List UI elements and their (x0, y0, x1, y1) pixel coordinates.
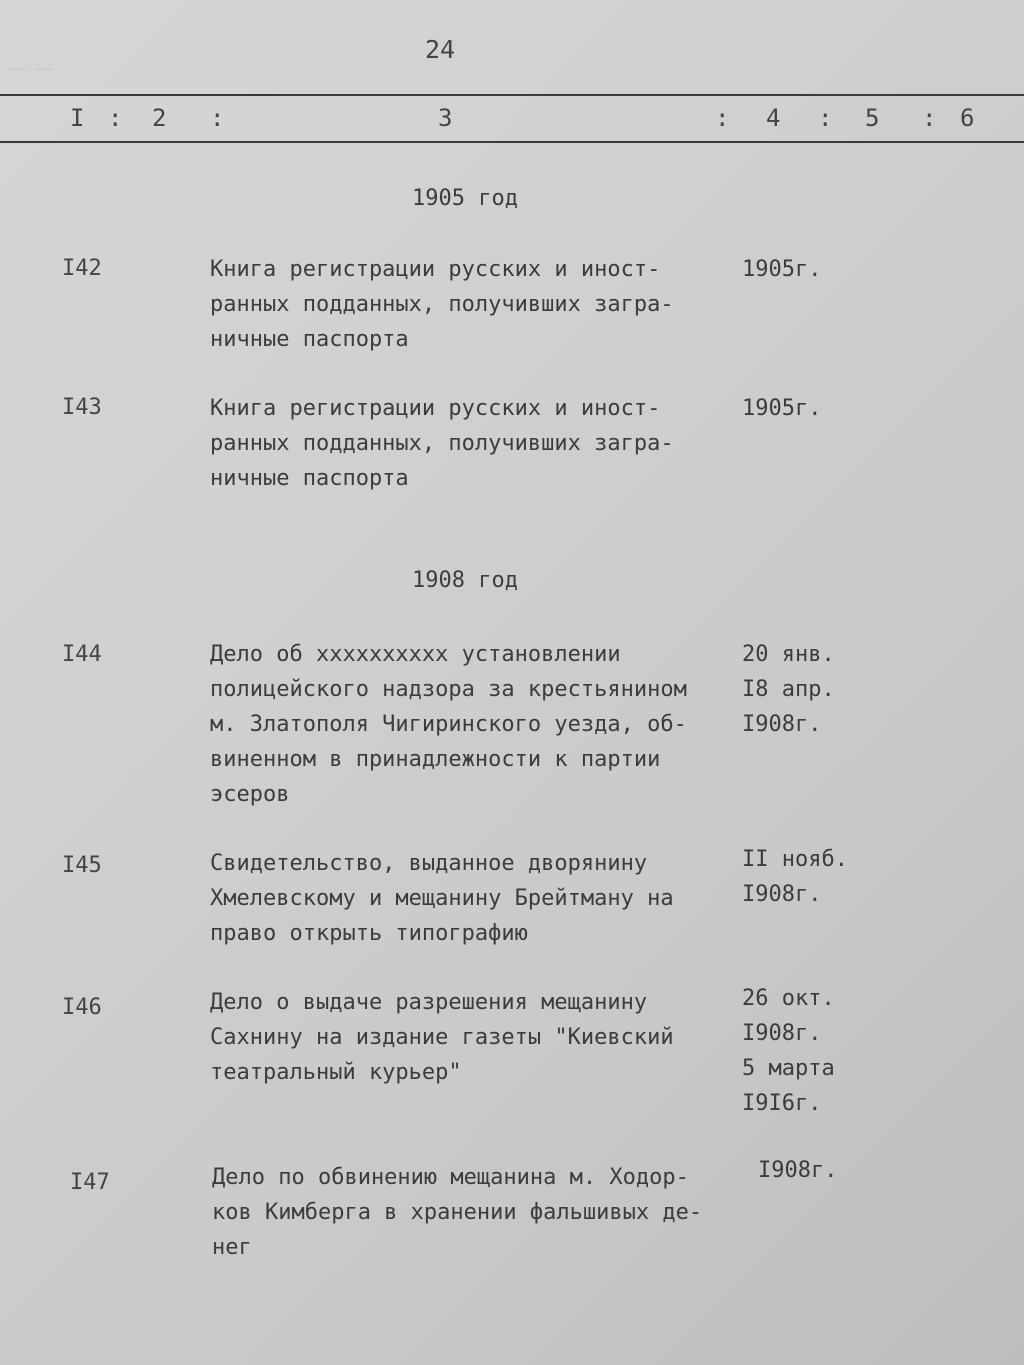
column-separator: : (210, 104, 225, 132)
entry-line: ранных подданных, получивших загра- (210, 431, 674, 456)
date-line: I908г. (742, 882, 822, 907)
column-header-1: I (70, 104, 85, 132)
entry-description (210, 391, 674, 496)
entry-line: полицейского надзора за крестьянином (210, 677, 687, 702)
date-line: II нояб. (742, 847, 848, 872)
entry-line: Дело о выдаче разрешения мещанину (210, 990, 648, 1015)
entry-line: ранных подданных, получивших загра- (210, 292, 674, 317)
section-heading-1905: 1905 год (412, 186, 518, 211)
entry-number: I44 (62, 642, 102, 667)
column-header-5: 5 (865, 104, 880, 132)
page-number: 24 (425, 35, 456, 64)
column-separator: : (922, 104, 937, 132)
date-line: 5 марта (742, 1056, 835, 1081)
entry-line: Хмелевскому и мещанину Брейтману на (210, 886, 674, 911)
column-separator: : (818, 104, 833, 132)
column-separator: : (108, 104, 123, 132)
header-bottom-rule (0, 141, 1024, 143)
entry-number: I46 (62, 995, 102, 1020)
entry-line: Книга регистрации русских и иност- (210, 257, 661, 282)
entry-date (742, 252, 821, 287)
entry-number: I42 (62, 256, 102, 281)
entry-line: эсеров (210, 782, 290, 807)
date-line: I908г. (742, 712, 822, 737)
entry-line: театральный курьер" (210, 1060, 462, 1085)
entry-line: Книга регистрации русских и иност- (210, 396, 661, 421)
date-line: 20 янв. (742, 642, 835, 667)
bleed-through-mark: ── ── (10, 62, 53, 78)
entry-description (210, 252, 674, 357)
column-header-4: 4 (766, 104, 781, 132)
entry-line: ков Кимберга в хранении фальшивых де- (212, 1200, 703, 1225)
entry-line: Сахнину на издание газеты "Киевский (210, 1025, 674, 1050)
entry-description (210, 846, 674, 951)
date-line: 1905г. (742, 257, 822, 282)
entry-description (210, 985, 674, 1090)
entry-line: Свидетельство, выданное дворянину (210, 851, 648, 876)
column-header-2: 2 (152, 104, 167, 132)
column-separator: : (715, 104, 730, 132)
entry-line: нег (212, 1235, 252, 1260)
date-line: 1905г. (742, 396, 822, 421)
date-line: 26 окт. (742, 986, 835, 1011)
date-line: I908г. (758, 1158, 838, 1183)
entry-line: Дело по обвинению мещанина м. Ходор- (212, 1165, 689, 1190)
entry-date (758, 1153, 837, 1188)
entry-number: I47 (70, 1170, 110, 1195)
date-line: I8 апр. (742, 677, 835, 702)
entry-description (212, 1160, 702, 1265)
column-header-6: 6 (960, 104, 975, 132)
entry-date (742, 637, 835, 742)
entry-number: I43 (62, 395, 102, 420)
section-heading-1908: 1908 год (412, 568, 518, 593)
entry-line: ничные паспорта (210, 466, 409, 491)
header-top-rule (0, 94, 1024, 96)
entry-date (742, 391, 821, 426)
date-line: I9I6г. (742, 1091, 822, 1116)
entry-number: I45 (62, 853, 102, 878)
date-line: I908г. (742, 1021, 822, 1046)
entry-description (210, 637, 687, 812)
entry-line: право открыть типографию (210, 921, 528, 946)
entry-line: виненном в принадлежности к партии (210, 747, 661, 772)
column-header-3: 3 (438, 104, 453, 132)
entry-date (742, 981, 835, 1121)
entry-line: м. Златополя Чигиринского уезда, об- (210, 712, 687, 737)
entry-line: Дело об xxxxxxxxxx установлении (210, 642, 621, 667)
entry-date (742, 842, 848, 912)
entry-line: ничные паспорта (210, 327, 409, 352)
